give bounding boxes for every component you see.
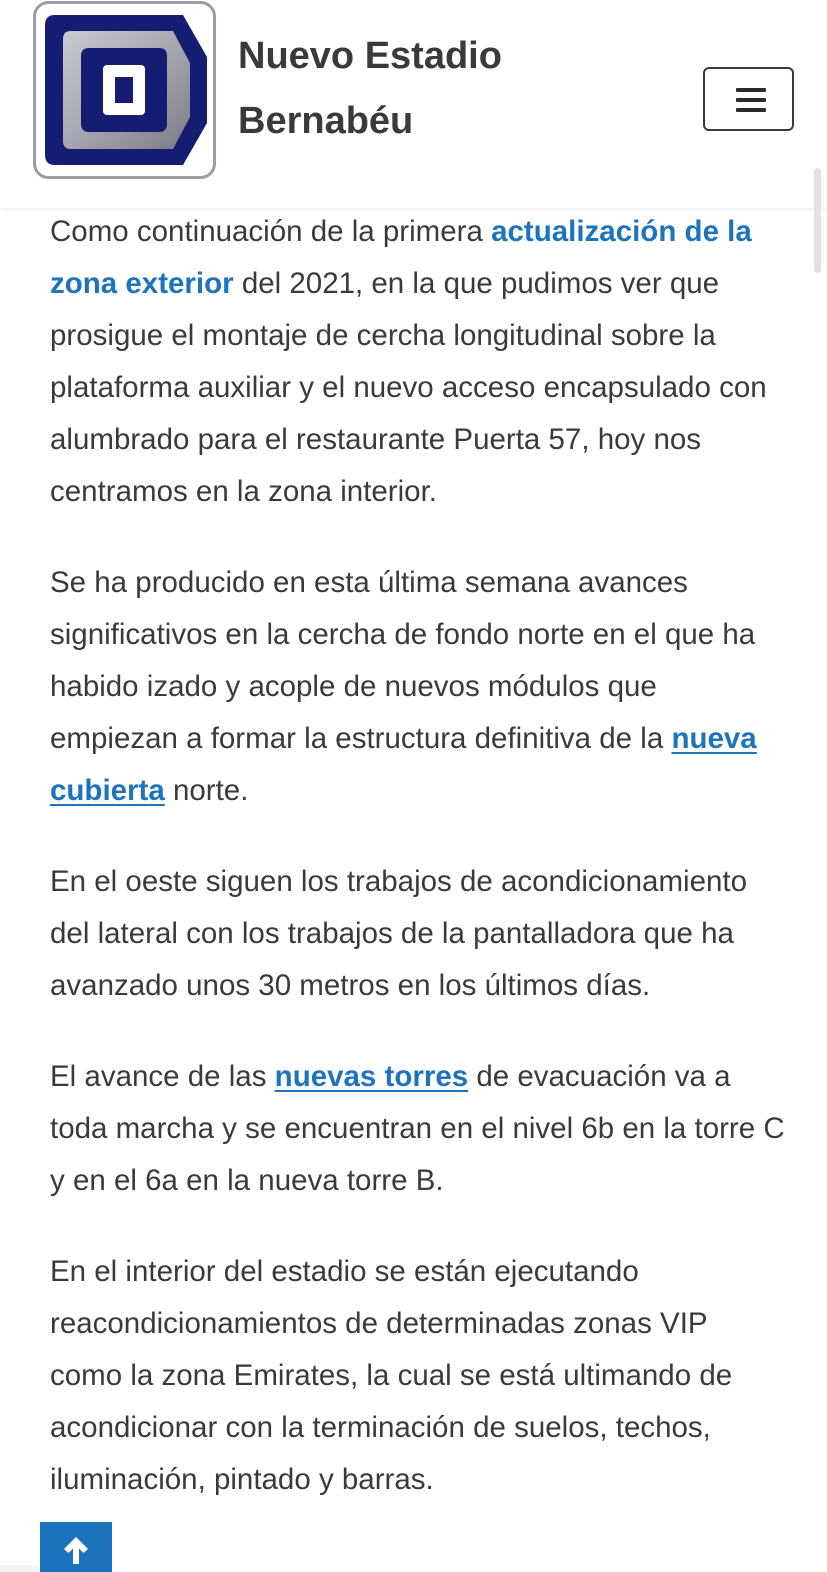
link-nuevas-torres[interactable]: nuevas torres <box>274 1060 469 1093</box>
paragraph-1 <box>50 206 785 518</box>
scrollbar[interactable] <box>814 168 821 273</box>
text-span: norte. <box>164 774 249 807</box>
site-header <box>0 0 827 208</box>
page-edge <box>0 1565 38 1572</box>
site-title[interactable] <box>238 24 618 154</box>
arrow-up-icon <box>61 1534 91 1564</box>
text-span: En el oeste siguen los trabajos de acondicionamiento del lateral con los trabajos de la pantalladora que ha avanzado unos 30 metros en los últimos días. <box>50 865 747 1002</box>
menu-toggle-button[interactable] <box>703 67 794 131</box>
text-span: del 2021, en la que pudimos ver que prosigue el montaje de cercha longitudinal sobre la plataforma auxiliar y el nuevo acceso encapsulado con alumbrado para el restaurante Puerta 57, hoy nos centramos en la zona interior. <box>50 267 767 508</box>
link-nueva-cubierta[interactable]: nueva cubierta <box>50 722 757 807</box>
paragraph-5 <box>50 1246 785 1506</box>
logo-graphic <box>33 1 216 179</box>
text-span: En el interior del estadio se están ejecutando reacondicionamientos de determinadas zonas VIP como la zona Emirates, la cual se está ultimando de acondicionar con la terminación de suelos, techos, iluminación, pintado y barras. <box>50 1255 733 1496</box>
paragraph-2 <box>50 557 785 817</box>
text-span: Se ha producido en esta última semana avances significativos en la cercha de fondo norte en el que ha habido izado y acople de nuevos módulos que empiezan a formar la estructura definitiva de la <box>50 566 756 755</box>
text-span: de evacuación va a toda marcha y se encuentran en el nivel 6b en la torre C y en el 6a en la nueva torre B. <box>50 1060 785 1197</box>
paragraph-4 <box>50 1051 785 1207</box>
text-span: Como continuación de la primera <box>50 215 492 248</box>
site-title-line-2: Bernabéu <box>238 100 414 142</box>
hamburger-menu-icon <box>736 88 766 112</box>
text-span: El avance de las <box>50 1060 275 1093</box>
article-body <box>50 206 785 1545</box>
site-title-line-1: Nuevo Estadio <box>238 35 502 77</box>
link-exterior-update[interactable]: actualización de la zona exterior <box>50 215 752 300</box>
back-to-top-button[interactable] <box>40 1522 112 1572</box>
paragraph-3 <box>50 856 785 1012</box>
stadium-logo-icon[interactable] <box>33 1 216 179</box>
